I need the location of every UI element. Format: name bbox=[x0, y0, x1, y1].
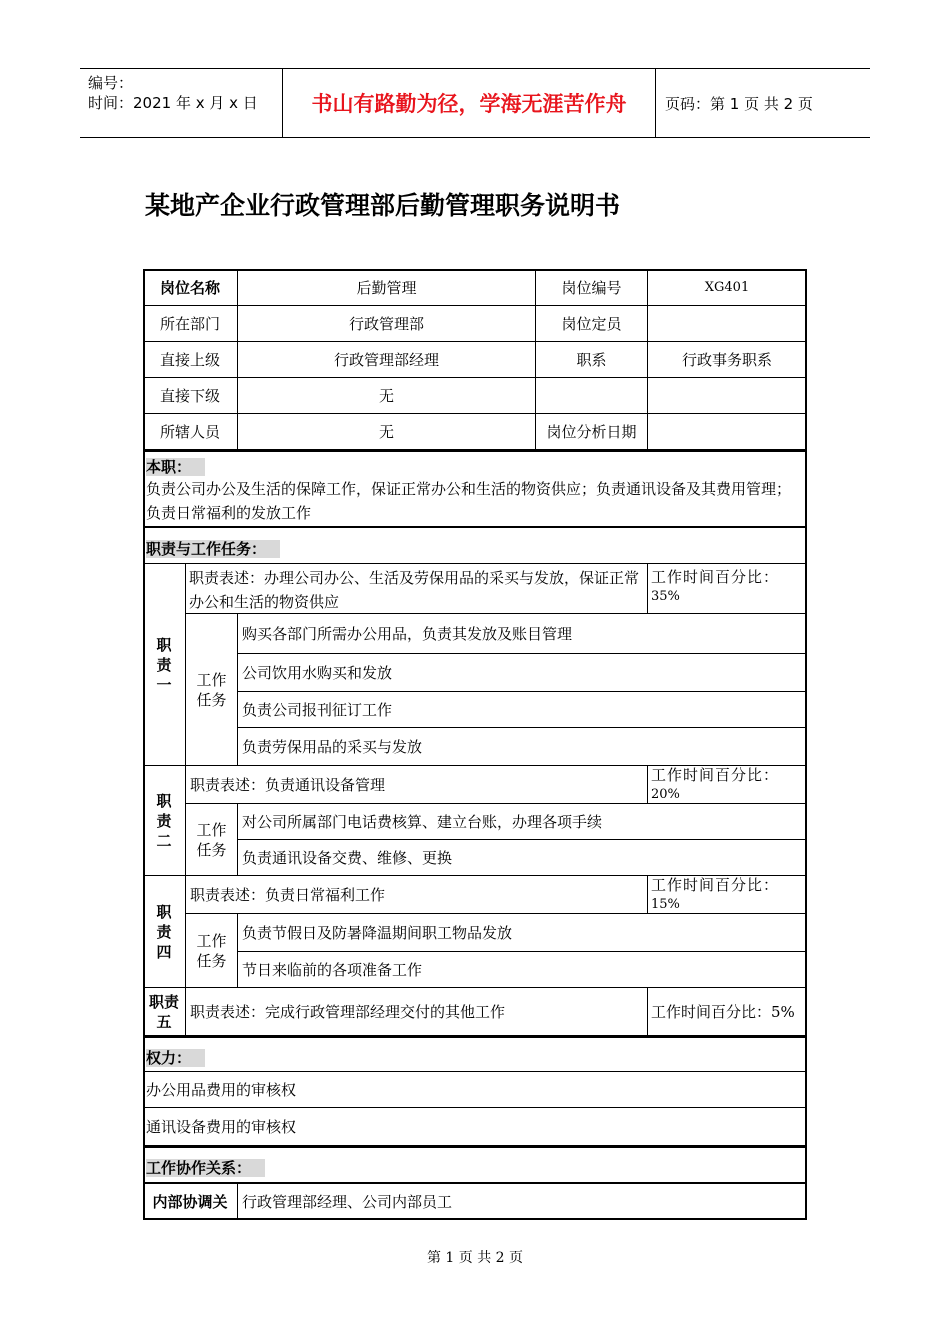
authority-header bbox=[143, 1038, 807, 1072]
duty-2-task: 负责通讯设备交费、维修、更换 bbox=[238, 840, 807, 876]
duty-1-task: 购买各部门所需办公用品，负责其发放及账目管理 bbox=[238, 614, 807, 654]
duty-1-description: 职责表述：办理公司办公、生活及劳保用品的采买与发放，保证正常办公和生活的物资供应 bbox=[186, 564, 648, 614]
doc-time-label: 时间：2021 年 x 月 x 日 bbox=[88, 94, 258, 112]
job-description-table bbox=[143, 269, 807, 1220]
cell-label-department: 所在部门 bbox=[143, 306, 238, 342]
page-header bbox=[80, 68, 870, 138]
duty-1-time-percent: 工作时间百分比： 35% bbox=[648, 564, 807, 614]
cell-label-analysis-date: 岗位分析日期 bbox=[536, 414, 648, 450]
duties-label: 职责与工作任务： bbox=[143, 528, 806, 559]
duty-5-name: 职责五 bbox=[143, 988, 186, 1036]
doc-number-label: 编号： bbox=[88, 74, 134, 92]
cell-value-position-name: 后勤管理 bbox=[238, 269, 536, 306]
duties-header bbox=[143, 527, 807, 564]
cell-label-position-code: 岗位编号 bbox=[536, 269, 648, 306]
summary-section bbox=[143, 452, 807, 527]
cell-label-position-name: 岗位名称 bbox=[143, 269, 238, 306]
page-footer: 第 1 页 共 2 页 bbox=[426, 1250, 524, 1266]
duty-2-task-label: 工作任务 bbox=[186, 804, 238, 876]
cooperation-header bbox=[143, 1148, 807, 1183]
cell-value-job-family: 行政事务职系 bbox=[648, 342, 807, 378]
cell-label-direct-subordinate: 直接下级 bbox=[143, 378, 238, 414]
duty-1-task-label: 工作任务 bbox=[186, 614, 238, 766]
cell-value-headcount bbox=[648, 306, 807, 342]
cell-label-job-family: 职系 bbox=[536, 342, 648, 378]
internal-coordination-label: 内部协调关 bbox=[143, 1183, 238, 1220]
authority-item: 通讯设备费用的审核权 bbox=[143, 1108, 807, 1146]
cell-value-analysis-date bbox=[648, 414, 807, 450]
summary-text: 负责公司办公及生活的保障工作，保证正常办公和生活的物资供应；负责通讯设备及其费用管理；负责日常福利的发放工作 bbox=[146, 480, 792, 522]
cell-value-department: 行政管理部 bbox=[238, 306, 536, 342]
cell-empty bbox=[536, 378, 648, 414]
duty-5-time-percent: 工作时间百分比：5% bbox=[648, 988, 807, 1036]
cell-label-staff-managed: 所辖人员 bbox=[143, 414, 238, 450]
duty-1-task: 负责劳保用品的采买与发放 bbox=[238, 728, 807, 766]
header-page-number: 页码：第 1 页 共 2 页 bbox=[665, 95, 813, 113]
internal-coordination-value: 行政管理部经理、公司内部员工 bbox=[238, 1183, 807, 1220]
duty-2-name: 职责二 bbox=[143, 766, 186, 876]
duty-4-task-label: 工作任务 bbox=[186, 914, 238, 988]
cell-empty bbox=[648, 378, 807, 414]
duty-2-task: 对公司所属部门电话费核算、建立台账，办理各项手续 bbox=[238, 804, 807, 840]
summary-label: 本职： bbox=[143, 452, 806, 477]
duty-4-task: 节日来临前的各项准备工作 bbox=[238, 952, 807, 988]
cell-label-direct-superior: 直接上级 bbox=[143, 342, 238, 378]
header-meta bbox=[88, 73, 258, 113]
duty-5-description: 职责表述：完成行政管理部经理交付的其他工作 bbox=[186, 988, 648, 1036]
header-motto: 书山有路勤为径，学海无涯苦作舟 bbox=[282, 69, 656, 137]
duty-4-task: 负责节假日及防暑降温期间职工物品发放 bbox=[238, 914, 807, 952]
cell-value-direct-subordinate: 无 bbox=[238, 378, 536, 414]
authority-item: 办公用品费用的审核权 bbox=[143, 1072, 807, 1108]
authority-label: 权力： bbox=[143, 1038, 806, 1068]
duty-1-name: 职责一 bbox=[143, 564, 186, 766]
cell-value-direct-superior: 行政管理部经理 bbox=[238, 342, 536, 378]
duty-1-task: 负责公司报刊征订工作 bbox=[238, 692, 807, 728]
cell-value-position-code: XG401 bbox=[648, 269, 807, 306]
duty-2-time-percent: 工作时间百分比： 20% bbox=[648, 766, 807, 804]
cell-value-staff-managed: 无 bbox=[238, 414, 536, 450]
document-title: 某地产企业行政管理部后勤管理职务说明书 bbox=[145, 191, 621, 220]
duty-4-name: 职责四 bbox=[143, 876, 186, 988]
duty-4-time-percent: 工作时间百分比： 15% bbox=[648, 876, 807, 914]
cell-label-headcount: 岗位定员 bbox=[536, 306, 648, 342]
duty-2-description: 职责表述：负责通讯设备管理 bbox=[186, 766, 648, 804]
cooperation-label: 工作协作关系： bbox=[143, 1148, 806, 1178]
duty-4-description: 职责表述：负责日常福利工作 bbox=[186, 876, 648, 914]
duty-1-task: 公司饮用水购买和发放 bbox=[238, 654, 807, 692]
